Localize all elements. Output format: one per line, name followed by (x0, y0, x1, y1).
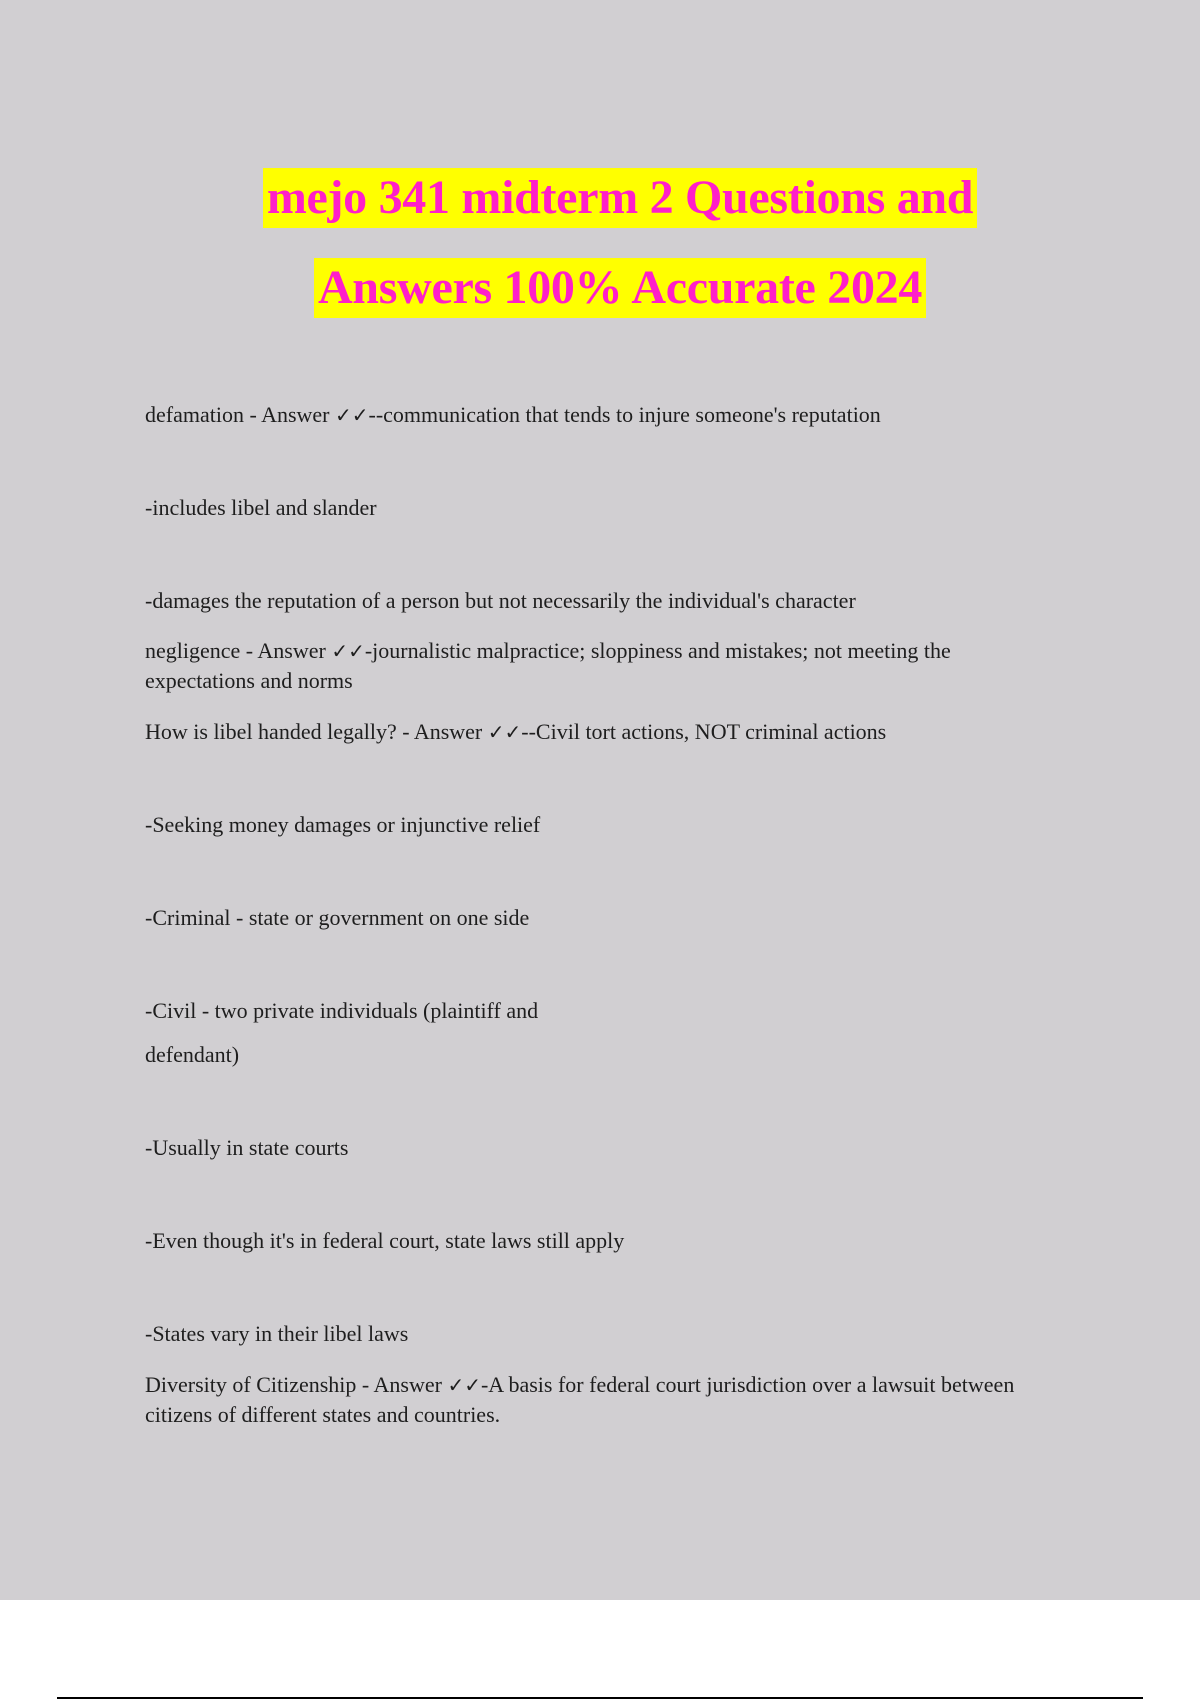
qa-libel-handling (145, 717, 1045, 747)
note-line: -damages the reputation of a person but not necessarily the individual's character (145, 588, 856, 613)
note-line: -States vary in their libel laws (145, 1321, 409, 1346)
qa-defamation (145, 400, 1045, 430)
question-term: How is libel handed legally? - Answer (145, 719, 488, 744)
check-icon: ✓✓ (331, 639, 365, 663)
title-line-2: Answers 100% Accurate 2024 (314, 258, 926, 318)
answer-text: -journalistic malpractice; sloppiness and mistakes; not meeting the expectations and norms (145, 638, 951, 693)
check-icon: ✓✓ (447, 1373, 481, 1397)
document-title (0, 168, 1200, 348)
question-term: Diversity of Citizenship - Answer (145, 1372, 448, 1397)
title-line-1: mejo 341 midterm 2 Questions and (263, 168, 977, 228)
check-icon: ✓✓ (335, 403, 369, 427)
answer-text: --Civil tort actions, NOT criminal actions (521, 719, 887, 744)
qa-negligence (145, 636, 1045, 696)
note-line: defendant) (145, 1042, 240, 1067)
question-term: negligence - Answer (145, 638, 332, 663)
note-line: -Criminal - state or government on one side (145, 905, 530, 930)
note-line: -includes libel and slander (145, 495, 377, 520)
page-divider (57, 1697, 1143, 1699)
note-line: -Usually in state courts (145, 1135, 349, 1160)
note-line: -Civil - two private individuals (plaintiff and (145, 998, 539, 1023)
question-term: defamation - Answer (145, 402, 335, 427)
answer-text: --communication that tends to injure someone's reputation (368, 402, 881, 427)
note-line: -Seeking money damages or injunctive relief (145, 812, 541, 837)
answer-text: -A basis for federal court jurisdiction over a lawsuit between citizens of different states and countries. (145, 1372, 1015, 1427)
note-line: -Even though it's in federal court, state laws still apply (145, 1228, 625, 1253)
check-icon: ✓✓ (487, 720, 522, 744)
qa-diversity-of-citizenship (145, 1370, 1045, 1430)
